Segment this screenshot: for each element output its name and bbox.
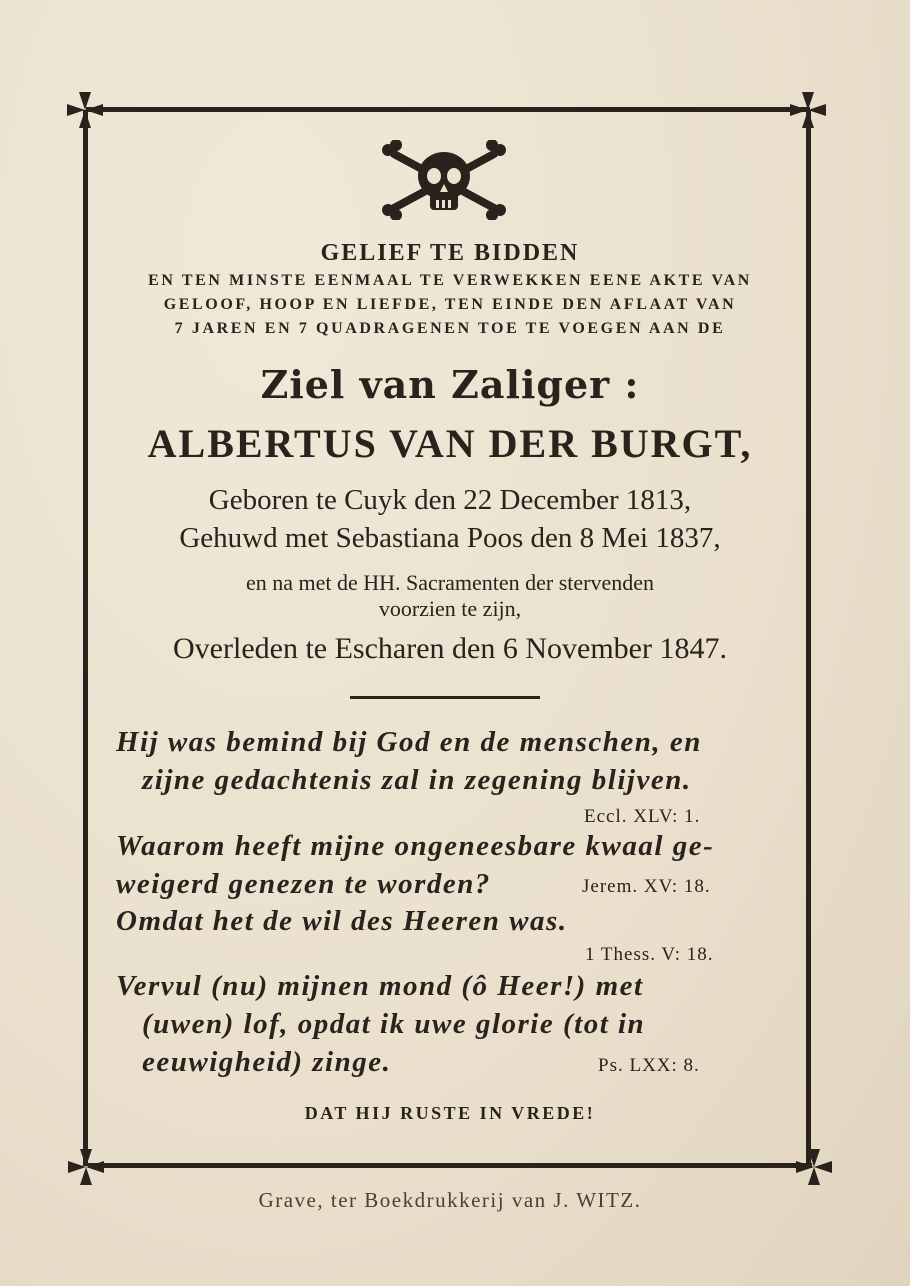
card-title: GELIEF TE BIDDEN	[320, 240, 580, 266]
corner-cross-icon	[794, 1147, 834, 1187]
closing-line: DAT HIJ RUSTE IN VREDE!	[304, 1103, 596, 1123]
skull-crossbones-icon	[380, 140, 508, 220]
verse-reference: Eccl. XLV: 1.	[584, 806, 701, 827]
printer-imprint: Grave, ter Boekdrukkerij van J. WITZ.	[258, 1188, 642, 1212]
verse-line: weigerd genezen te worden?	[116, 868, 491, 900]
death-line: Overleden te Escharen den 6 November 1847.	[173, 632, 727, 665]
verse-line: Omdat het de wil des Heeren was.	[116, 905, 568, 937]
sacraments-line: en na met de HH. Sacramenten der stervenden	[245, 570, 655, 595]
deceased-name: ALBERTUS VAN DER BURGT,	[147, 421, 753, 466]
sacraments-line: voorzien te zijn,	[378, 596, 522, 621]
birth-line: Geboren te Cuyk den 22 December 1813,	[208, 484, 692, 516]
verse-line: (uwen) lof, opdat ik uwe glorie (tot in	[142, 1008, 646, 1040]
border-top	[86, 107, 810, 112]
verse-line: Waarom heeft mijne ongeneesbare kwaal ge-	[116, 830, 715, 862]
verse-reference: Jerem. XV: 18.	[582, 876, 711, 897]
intro-line: GELOOF, HOOP EN LIEFDE, TEN EINDE DEN AFLAAT VAN	[163, 296, 737, 313]
verse-line: eeuwigheid) zinge.	[142, 1046, 392, 1078]
intro-line: EN TEN MINSTE EENMAAL TE VERWEKKEN EENE AKTE VAN	[148, 272, 752, 289]
marriage-line: Gehuwd met Sebastiana Poos den 8 Mei 1837,	[179, 522, 721, 554]
border-left	[83, 110, 88, 1166]
border-bottom	[88, 1163, 812, 1168]
verse-reference: Ps. LXX: 8.	[598, 1055, 700, 1076]
divider	[350, 696, 540, 699]
verse-line: Vervul (nu) mijnen mond (ô Heer!) met	[116, 970, 644, 1002]
verse-line: zijne gedachtenis zal in zegening blijven.	[142, 764, 692, 796]
corner-cross-icon	[65, 90, 105, 130]
verse-reference: 1 Thess. V: 18.	[585, 944, 714, 965]
corner-cross-icon	[66, 1147, 106, 1187]
verse-line: Hij was bemind bij God en de menschen, en	[116, 726, 702, 758]
corner-cross-icon	[788, 90, 828, 130]
soul-heading: Ziel van Zaliger :	[260, 362, 640, 407]
intro-line: 7 JAREN EN 7 QUADRAGENEN TOE TE VOEGEN AAN DE	[174, 320, 726, 337]
